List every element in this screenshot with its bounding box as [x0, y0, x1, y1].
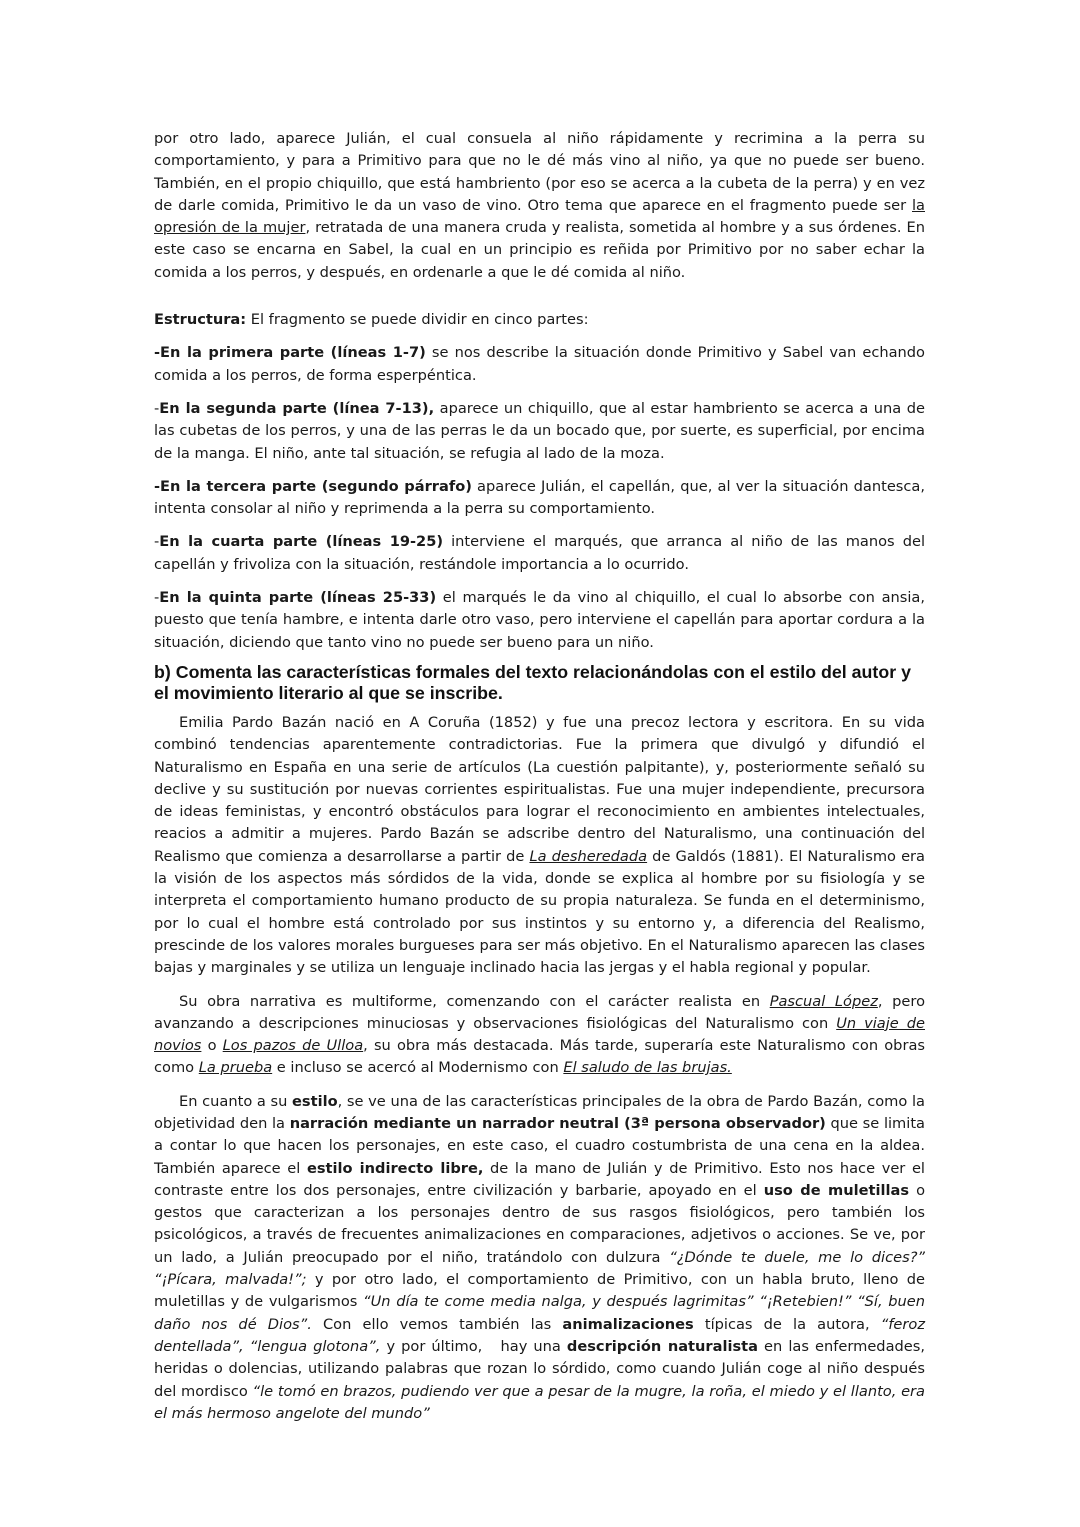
section-b-heading: b) Comenta las características formales del texto relacionándolas con el estilo del autor y el movimiento literario al que se inscribe.	[154, 661, 911, 703]
intro-text-end: , retratada de una manera cruda y realista, sometida al hombre y a sus órdenes. En este caso se encarna en Sabel, la cual en un principio es reñida por Primitivo por no saber echar la comida a los perros, y después, en ordenarle a que le dé comida al niño.	[154, 219, 925, 281]
part-1-paragraph	[154, 342, 925, 387]
estilo-quote: “feroz dentellada”, “lengua glotona”,	[154, 1315, 925, 1355]
part-5-paragraph	[154, 587, 925, 654]
estilo-bold: uso de muletillas	[763, 1181, 910, 1199]
estilo-text: o gestos que caracterizan a los personajes dentro de sus rasgos fisiológicos, pero también los psicológicos, a través de frecuentes animalizaciones en comparaciones, adjetivos o acciones. Se ve, por un lado, a Julián preocupado por el niño, tratándolo con dulzura	[154, 1181, 925, 1266]
part-prefix: -	[154, 533, 160, 551]
part-1-label: -En la primera parte (líneas 1-7)	[154, 344, 426, 362]
estilo-text: de la mano de Julián y de Primitivo. Esto nos hace ver el contraste entre los dos personajes, entre civilización y barbarie, apoyado en el	[154, 1159, 925, 1199]
bio-paragraph	[154, 712, 925, 980]
estilo-text: y por último, hay una	[380, 1337, 567, 1355]
obra-text: e incluso se acercó al Modernismo con	[272, 1059, 564, 1077]
estilo-text: , se ve una de las características principales de la obra de Pardo Bazán, como la objetividad den la	[154, 1092, 925, 1132]
estilo-bold: animalizaciones	[562, 1315, 694, 1333]
part-5-text: el marqués le da vino al chiquillo, el cual lo absorbe con ansia, puesto que tenía hambre, e intenta darle otro vaso, pero interviene el capellán para aportar cordura a la situación, diciendo que tanto vino no puede ser bueno para un niño.	[154, 589, 926, 651]
intro-underlined-theme: la opresión de la mujer	[154, 196, 925, 237]
part-4-text: interviene el marqués, que arranca al niño de las manos del capellán y frivoliza con la situación, restándole importancia a lo ocurrido.	[154, 533, 926, 573]
work-title-la-prueba: La prueba	[198, 1059, 273, 1077]
part-4-paragraph	[154, 531, 925, 576]
estilo-quote: “le tomó en brazos, pudiendo ver que a pesar de la mugre, la roña, el miedo y el llanto, era el más hermoso angelote del mundo”	[154, 1382, 925, 1422]
bio-text-end: de Galdós (1881). El Naturalismo era la visión de los aspectos más sórdidos de la vida, donde se explica al hombre por su fisiología y se interpreta el comportamiento humano producto de su propia naturaleza. Se funda en el determinismo, por lo cual el hombre está controlado por sus instintos y su entorno y, a diferencia del Realismo, prescinde de los valores morales burgueses para ser más objetivo. En el Naturalismo aparecen las clases bajas y marginales y se utiliza un lenguaje inclinado hacia las jergas y el habla regional y popular.	[154, 847, 925, 977]
part-2-paragraph	[154, 398, 925, 465]
part-2-label: En la segunda parte (línea 7-13),	[159, 399, 435, 417]
estilo-bold: narración mediante un narrador neutral (3ª persona observador)	[289, 1114, 826, 1132]
obra-paragraph	[154, 991, 925, 1080]
estilo-text: Con ello vemos también las	[311, 1315, 563, 1333]
document-page	[154, 128, 925, 1425]
obra-text: Su obra narrativa es multiforme, comenzando con el carácter realista en	[179, 992, 770, 1010]
part-3-label: -En la tercera parte (segundo párrafo)	[154, 477, 472, 495]
estilo-text: típicas de la autora,	[693, 1315, 881, 1333]
part-prefix: -	[154, 399, 160, 417]
part-2-text: aparece un chiquillo, que al estar hambriento se acerca a una de las cubetas de los perros, y una de las perras le da un bocado que, por suerte, es superficial, por encima de la manga. El niño, ante tal situación, se refugia al lado de la moza.	[154, 399, 925, 462]
estilo-paragraph	[154, 1091, 925, 1425]
part-4-label: En la cuarta parte (líneas 19-25)	[159, 533, 444, 551]
estilo-bold: estilo	[292, 1092, 338, 1110]
part-3-text: aparece Julián, el capellán, que, al ver la situación dantesca, intenta consolar al niño y reprimenda a la perra su comportamiento.	[154, 477, 926, 518]
estructura-label: Estructura:	[154, 311, 247, 329]
estructura-text: El fragmento se puede dividir en cinco partes:	[246, 311, 589, 329]
part-5-label: En la quinta parte (líneas 25-33)	[159, 589, 437, 607]
estilo-text: En cuanto a su	[179, 1092, 293, 1110]
intro-text: por otro lado, aparece Julián, el cual consuela al niño rápidamente y recrimina a la perra su comportamiento, y para a Primitivo para que no le dé más vino al niño, ya que no puede ser bueno. También, en el propio chiquillo, que está hambriento (por eso se acerca a la cubeta de la perra) y en vez de darle comida, Primitivo le da un vaso de vino. Otro tema que aparece en el fragmento puede ser	[154, 130, 925, 214]
work-title-un-viaje-de-novios: Un viaje de novios	[154, 1014, 925, 1055]
estilo-text: en las enfermedades, heridas o dolencias, utilizando palabras que rozan lo sórdido, como cuando Julián coge al niño después del mordisco	[154, 1337, 925, 1400]
estilo-text: que se limita a contar lo que hacen los personajes, en este caso, el cuadro costumbrista de una cena en la aldea. También aparece el	[154, 1114, 925, 1177]
work-title-el-saludo-de-las-brujas: El saludo de las brujas.	[563, 1059, 732, 1077]
estilo-bold: estilo indirecto libre,	[306, 1159, 484, 1177]
work-title-pascual-lopez: Pascual López	[769, 992, 878, 1010]
estilo-text: y por otro lado, el comportamiento de Primitivo, con un habla bruto, lleno de muletillas y de vulgarismos	[154, 1271, 925, 1311]
obra-text: o	[201, 1037, 223, 1055]
estilo-quote: “Un día te come media nalga, y después lagrimitas” “¡Retebien!” “Sí, buen daño nos dé Dios”.	[154, 1293, 925, 1333]
obra-text: , pero avanzando a descripciones minuciosas y observaciones fisiológicas del Naturalismo con	[154, 992, 925, 1032]
part-1-text: se nos describe la situación donde Primitivo y Sabel van echando comida a los perros, de forma esperpéntica.	[154, 344, 925, 384]
part-prefix: -	[154, 589, 160, 607]
estilo-bold: descripción naturalista	[566, 1337, 758, 1355]
obra-text: , su obra más destacada. Más tarde, superaría este Naturalismo con obras como	[154, 1037, 925, 1077]
work-title-los-pazos-de-ulloa: Los pazos de Ulloa	[222, 1037, 364, 1055]
work-title-la-desheredada: La desheredada	[529, 847, 648, 865]
intro-paragraph	[154, 128, 925, 284]
estilo-quote: “¿Dónde te duele, me lo dices?” “¡Pícara, malvada!”;	[154, 1248, 925, 1289]
bio-text: Emilia Pardo Bazán nació en A Coruña (1852) y fue una precoz lectora y escritora. En su vida combinó tendencias aparentemente contradictorias. Fue la primera que divulgó y difundió el Naturalismo en España en una serie de artículos (La cuestión palpitante), y, posteriormente señaló su declive y su sustitución por nuevas corrientes espiritualistas. Fue una mujer independiente, precursora de ideas feministas, y encontró obstáculos para lograr el reconocimiento en ambientes intelectuales, reacios a admitir a mujeres. Pardo Bazán se adscribe dentro del Naturalismo, una continuación del Realismo que comienza a desarrollarse a partir de	[154, 713, 925, 865]
part-3-paragraph	[154, 476, 925, 521]
estructura-paragraph	[154, 309, 925, 331]
